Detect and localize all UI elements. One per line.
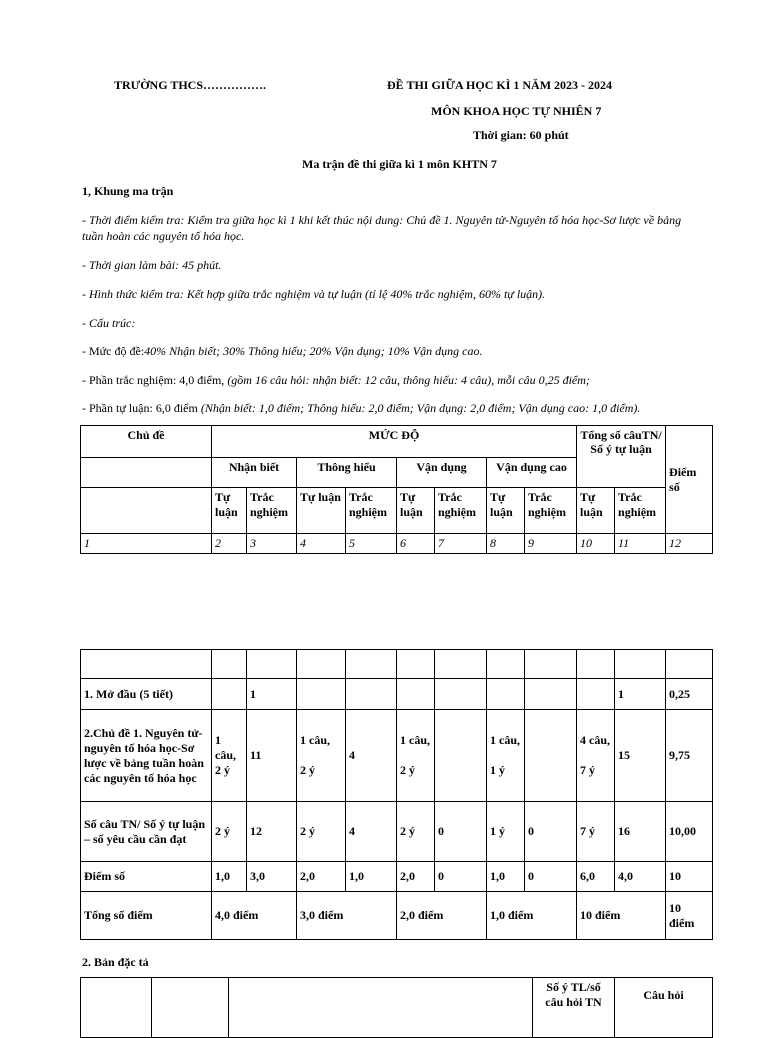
subheader-trac-nghiem: Trắc nghiệm: [435, 488, 487, 534]
index-cell: 7: [435, 534, 487, 554]
index-cell: 11: [615, 534, 666, 554]
header-muc-do: MỨC ĐỘ: [212, 426, 577, 458]
table-cell: 1 câu, 2 ý: [297, 710, 346, 802]
paragraph-levels: [82, 344, 482, 359]
table-cell: 0: [435, 802, 487, 862]
table-cell: [577, 679, 615, 710]
subheader-tu-luan: Tự luận: [487, 488, 525, 534]
index-cell: 2: [212, 534, 247, 554]
header-blank: [81, 488, 212, 534]
table-cell: [346, 679, 397, 710]
table-cell: 11: [247, 710, 297, 802]
paragraph-check-time-line2: tuần hoàn các nguyên tố hóa học.: [82, 229, 245, 243]
header-blank: [81, 458, 212, 488]
header-chu-de: Chủ đề: [81, 426, 212, 458]
paragraph-format: - Hình thức kiểm tra: Kết hợp giữa trắc nghiệm và tự luận (tỉ lệ 40% trắc nghiệm, 60% tự luận).: [82, 287, 546, 301]
table-cell: 2,0: [397, 862, 435, 892]
essay-prefix: - Phần tự luận: 6,0 điểm: [82, 401, 201, 415]
table-cell: 1 câu, 2 ý: [212, 710, 247, 802]
subheader-trac-nghiem: Trắc nghiệm: [346, 488, 397, 534]
subject-title: MÔN KHOA HỌC TỰ NHIÊN 7: [431, 104, 602, 118]
table-cell: 10: [666, 862, 713, 892]
empty-cell: [666, 650, 713, 679]
specification-table: [80, 977, 713, 1038]
empty-cell: [81, 978, 152, 1038]
empty-cell: [435, 650, 487, 679]
table-cell: 6,0: [577, 862, 615, 892]
matrix-header-table: [80, 425, 713, 554]
exam-title: ĐỀ THI GIỮA HỌC KÌ 1 NĂM 2023 - 2024: [387, 78, 613, 92]
paragraph-check-time-line1: - Thời điểm kiểm tra: Kiểm tra giữa học kì 1 khi kết thúc nội dung: Chủ đề 1. Nguyên tử-Nguyên tố hóa học-Sơ lược về bảng: [82, 213, 682, 227]
index-cell: 12: [666, 534, 713, 554]
table-cell: 4: [346, 710, 397, 802]
empty-cell: [247, 650, 297, 679]
index-cell: 8: [487, 534, 525, 554]
total-cell: 10 điểm: [577, 892, 666, 940]
row-label: Số câu TN/ Số ý tự luận – số yêu cầu cần đạt: [81, 802, 212, 862]
table-cell: [212, 679, 247, 710]
table-cell: 1: [247, 679, 297, 710]
essay-text: (Nhận biết: 1,0 điểm; Thông hiểu: 2,0 điểm; Vận dụng: 2,0 điểm; Vận dụng cao: 1,0 điểm).: [200, 401, 641, 415]
table-cell: 16: [615, 802, 666, 862]
exam-time: Thời gian: 60 phút: [473, 128, 569, 142]
table-cell: [525, 710, 577, 802]
level-nhan-biet: Nhận biết: [212, 458, 297, 488]
total-cell: 3,0 điểm: [297, 892, 397, 940]
paragraph-structure: - Cấu trúc:: [82, 316, 136, 330]
index-cell: 4: [297, 534, 346, 554]
subheader-tu-luan: Tự luận: [577, 488, 615, 534]
table-cell: 2,0: [297, 862, 346, 892]
empty-cell: [397, 650, 435, 679]
table-cell: 0: [435, 862, 487, 892]
table-cell: [435, 679, 487, 710]
table-cell: 12: [247, 802, 297, 862]
table-cell: 0: [525, 802, 577, 862]
table-cell: 1 câu, 2 ý: [397, 710, 435, 802]
table-cell: 1 câu, 1 ý: [487, 710, 525, 802]
total-cell: 4,0 điểm: [212, 892, 297, 940]
matrix-title: Ma trận đề thi giữa kì 1 môn KHTN 7: [302, 157, 497, 171]
table-cell: 9,75: [666, 710, 713, 802]
index-cell: 6: [397, 534, 435, 554]
table-cell: 2 ý: [212, 802, 247, 862]
empty-cell: [81, 650, 212, 679]
levels-prefix: - Mức độ đề:: [82, 344, 145, 358]
table-cell: 1,0: [346, 862, 397, 892]
table-cell: 1 ý: [487, 802, 525, 862]
table-cell: 2 ý: [297, 802, 346, 862]
table-cell: 3,0: [247, 862, 297, 892]
header-diem-so: Điểm số: [666, 426, 713, 534]
table-cell: [487, 679, 525, 710]
subheader-tu-luan: Tự luận: [397, 488, 435, 534]
table-cell: [525, 679, 577, 710]
table-cell: 7 ý: [577, 802, 615, 862]
table-cell: [297, 679, 346, 710]
empty-cell: [152, 978, 229, 1038]
row-label: Tổng số điểm: [81, 892, 212, 940]
empty-cell: [615, 650, 666, 679]
table-cell: 4 câu, 7 ý: [577, 710, 615, 802]
row-label: 2.Chủ đề 1. Nguyên tử-nguyên tố hóa học-Sơ lược về bảng tuần hoàn các nguyên tố hóa học: [81, 710, 212, 802]
index-cell: 3: [247, 534, 297, 554]
total-cell: 1,0 điểm: [487, 892, 577, 940]
index-cell: 1: [81, 534, 212, 554]
subheader-tu-luan: Tự luận: [212, 488, 247, 534]
paragraph-multiple-choice: [82, 373, 590, 388]
total-cell-last: 10 điểm: [666, 892, 713, 940]
level-van-dung: Vận dụng: [397, 458, 487, 488]
section-2-heading: 2. Bản đặc tả: [82, 955, 149, 969]
subheader-trac-nghiem: Trắc nghiệm: [247, 488, 297, 534]
header-so-y: Số ý TL/số câu hỏi TN: [533, 978, 615, 1038]
school-name: TRƯỜNG THCS…………….: [114, 78, 267, 92]
table-cell: 2 ý: [397, 802, 435, 862]
table-cell: 15: [615, 710, 666, 802]
subheader-tu-luan: Tự luận: [297, 488, 346, 534]
paragraph-essay: [82, 401, 640, 416]
header-cau-hoi: Câu hỏi: [615, 978, 713, 1038]
mc-prefix: - Phần trắc nghiệm: 4,0 điểm,: [82, 373, 228, 387]
level-thong-hieu: Thông hiểu: [297, 458, 397, 488]
index-cell: 5: [346, 534, 397, 554]
subheader-trac-nghiem: Trắc nghiệm: [525, 488, 577, 534]
table-cell: 1,0: [212, 862, 247, 892]
row-label: Điểm số: [81, 862, 212, 892]
table-cell: 4,0: [615, 862, 666, 892]
section-1-heading: 1, Khung ma trận: [82, 184, 174, 198]
empty-cell: [346, 650, 397, 679]
mc-text: (gồm 16 câu hỏi: nhận biết: 12 câu, thông hiểu: 4 câu), mỗi câu 0,25 điểm;: [227, 373, 590, 387]
table-cell: 1,0: [487, 862, 525, 892]
empty-cell: [212, 650, 247, 679]
index-cell: 10: [577, 534, 615, 554]
total-cell: 2,0 điểm: [397, 892, 487, 940]
table-cell: 1: [615, 679, 666, 710]
index-cell: 9: [525, 534, 577, 554]
matrix-content-table: [80, 649, 713, 940]
level-van-dung-cao: Vận dụng cao: [487, 458, 577, 488]
table-cell: 10,00: [666, 802, 713, 862]
empty-cell: [487, 650, 525, 679]
levels-text: 40% Nhận biết; 30% Thông hiểu; 20% Vận dụng; 10% Vận dụng cao.: [144, 344, 483, 358]
table-cell: 4: [346, 802, 397, 862]
header-tong-so: Tổng số câuTN/ Số ý tự luận: [577, 426, 666, 488]
paragraph-duration: - Thời gian làm bài: 45 phút.: [82, 258, 222, 272]
empty-cell: [229, 978, 533, 1038]
empty-cell: [297, 650, 346, 679]
table-cell: 0: [525, 862, 577, 892]
table-cell: 0,25: [666, 679, 713, 710]
subheader-trac-nghiem: Trắc nghiệm: [615, 488, 666, 534]
empty-cell: [577, 650, 615, 679]
table-cell: [435, 710, 487, 802]
empty-cell: [525, 650, 577, 679]
row-label: 1. Mở đầu (5 tiết): [81, 679, 212, 710]
table-cell: [397, 679, 435, 710]
